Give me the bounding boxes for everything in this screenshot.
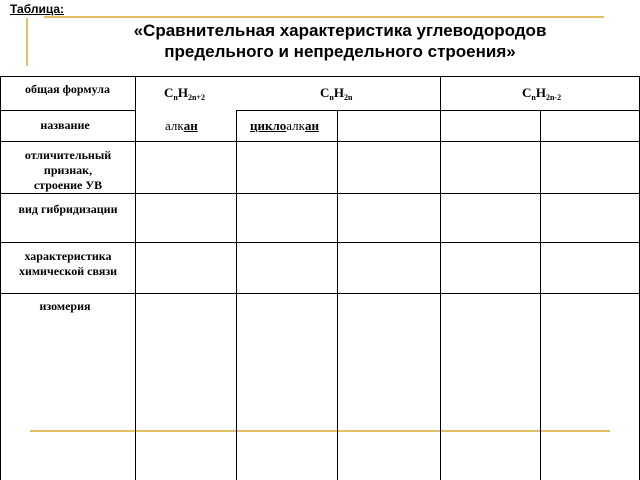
grid-v-4	[440, 76, 441, 480]
name-alkane: алкан	[165, 118, 198, 133]
formula-alkene-cycloalkane: $C_nH_{2n}$	[320, 85, 353, 102]
grid-v-left	[0, 76, 1, 480]
table-label: Таблица:	[10, 2, 65, 16]
decor-line-top	[44, 16, 604, 18]
row-label-isomerism: изомерия	[39, 299, 91, 313]
name-cycloalkane: циклоалкан	[250, 118, 319, 133]
row-label-hybridization: вид гибридизации	[18, 202, 118, 216]
row-label-name: название	[40, 118, 90, 132]
formula-alkyne: $C_nH_{2n-2}$	[522, 85, 562, 102]
grid-v-5	[540, 110, 541, 480]
decor-line-left	[26, 18, 28, 66]
row-label-feature: отличительный признак, строение УВ	[24, 148, 112, 192]
grid-h-top	[0, 76, 640, 77]
grid-h-row5	[0, 293, 640, 294]
title-line-1: «Сравнительная характеристика углеводородов	[133, 21, 547, 40]
page-title	[60, 20, 620, 62]
grid-h-row1	[0, 110, 135, 111]
grid-v-2	[236, 110, 237, 480]
row-label-bond: характеристика химической связи	[18, 249, 118, 278]
grid-v-1	[135, 76, 136, 480]
grid-h-row4	[0, 242, 640, 243]
grid-h-row3	[0, 193, 640, 194]
title-line-2: предельного и непредельного строения»	[164, 42, 516, 61]
row-label-formula: общая формула	[24, 82, 111, 96]
grid-h-row2	[0, 141, 640, 142]
decor-line-bottom	[30, 430, 610, 432]
formula-alkane: $C_nH_{2n+2}$	[164, 85, 205, 102]
grid-v-3	[337, 110, 338, 480]
grid-h-row1b	[236, 110, 640, 111]
